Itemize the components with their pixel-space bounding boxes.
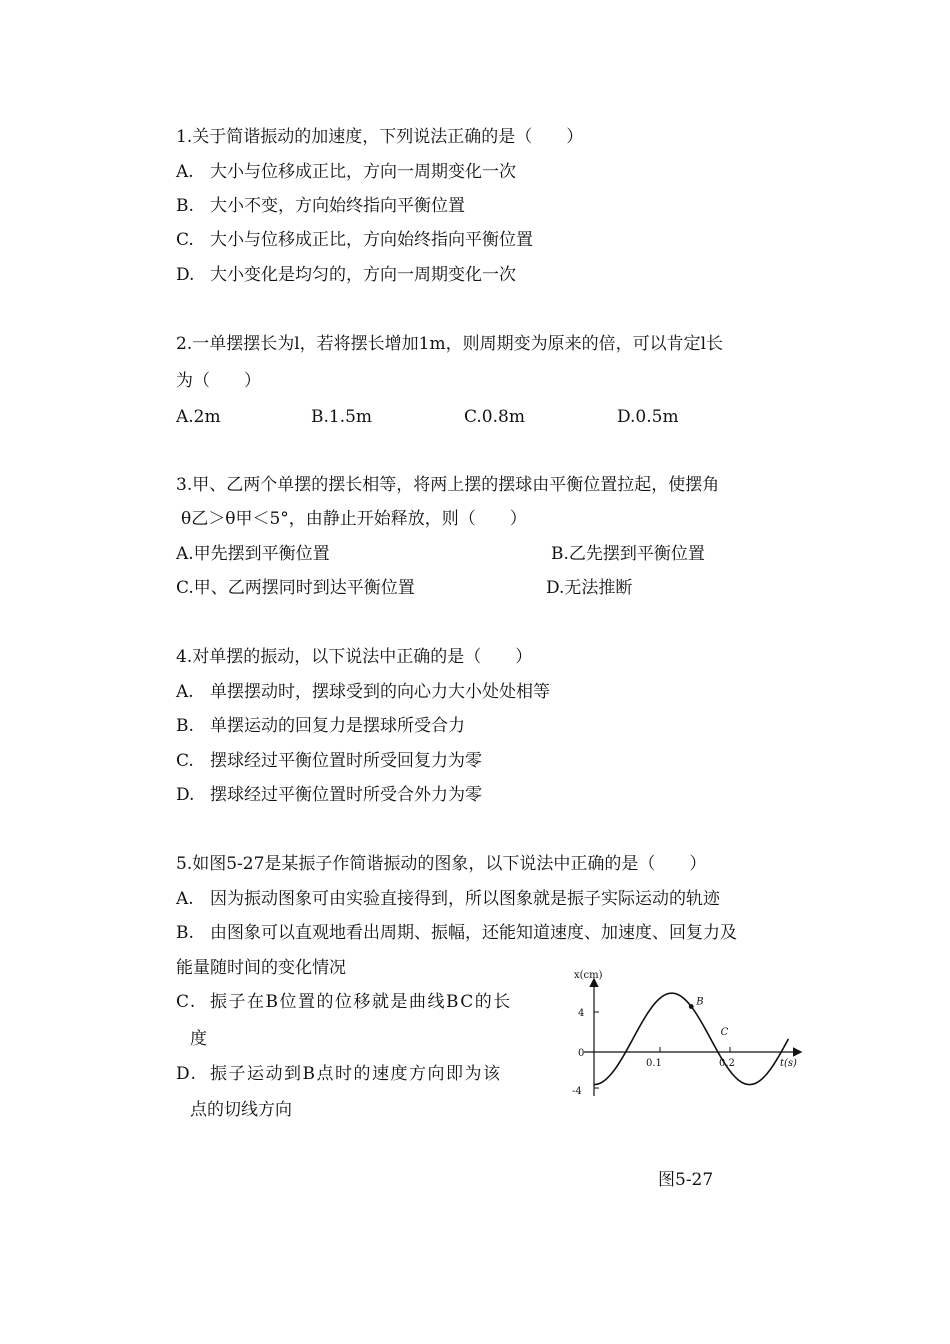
q4-option-b: B. 单摆运动的回复力是摆球所受合力 [176, 716, 465, 736]
q3-option-b: B.乙先摆到平衡位置 [551, 544, 705, 564]
y-tick-label-4: 4 [578, 1008, 585, 1019]
y-tick-label-neg4: -4 [572, 1086, 582, 1097]
q2-stem-line2: 为（ ） [176, 371, 261, 391]
q2-option-c: C.0.8m [464, 407, 525, 427]
q1-stem: 1.关于简谐振动的加速度，下列说法正确的是（ ） [176, 127, 584, 147]
q2-option-b: B.1.5m [311, 407, 373, 427]
q5-option-a: A. 因为振动图象可由实验直接得到，所以图象就是振子实际运动的轨迹 [176, 889, 720, 909]
x-tick-label-0-2: 0.2 [719, 1058, 735, 1069]
q5-option-b: B. 由图象可以直观地看出周期、振幅，还能知道速度、加速度、回复力及 [176, 923, 737, 943]
q3-stem-line2: θ乙＞θ甲＜5°，由静止开始释放，则（ ） [181, 509, 527, 529]
q4-option-d: D. 摆球经过平衡位置时所受合外力为零 [176, 785, 482, 805]
q5-option-d: D. 振子运动到B点时的速度方向即为该 [176, 1064, 502, 1084]
x-tick-label-0-1: 0.1 [646, 1058, 662, 1069]
point-b-label: B [696, 996, 704, 1008]
q5-option-c: C. 振子在B位置的位移就是曲线BC的长 [176, 992, 512, 1012]
x-axis-label: t(s) [780, 1058, 797, 1069]
q3-option-d: D.无法推断 [546, 578, 633, 598]
q3-option-c: C.甲、乙两摆同时到达平衡位置 [176, 578, 415, 598]
q2-option-d: D.0.5m [617, 407, 679, 427]
q1-option-c: C. 大小与位移成正比，方向始终指向平衡位置 [176, 230, 533, 250]
q1-option-b: B. 大小不变，方向始终指向平衡位置 [176, 196, 465, 216]
q3-stem-line1: 3.甲、乙两个单摆的摆长相等，将两上摆的摆球由平衡位置拉起，使摆角 [176, 475, 720, 495]
y-tick-label-0: 0 [578, 1048, 585, 1059]
q1-option-a: A. 大小与位移成正比，方向一周期变化一次 [176, 162, 516, 182]
point-b-marker [689, 1004, 694, 1009]
q5-option-c-cont: 度 [190, 1029, 207, 1049]
q4-stem: 4.对单摆的振动，以下说法中正确的是（ ） [176, 647, 533, 667]
y-axis-label: x(cm) [574, 970, 603, 981]
vibration-graph [560, 966, 810, 1102]
q2-option-a: A.2m [176, 407, 221, 427]
q1-option-d: D. 大小变化是均匀的，方向一周期变化一次 [176, 265, 516, 285]
q5-option-d-cont: 点的切线方向 [190, 1100, 292, 1120]
point-c-label: C [720, 1026, 729, 1038]
q5-option-b-cont: 能量随时间的变化情况 [176, 958, 346, 978]
q2-stem-line1: 2.一单摆摆长为l，若将摆长增加1m，则周期变为原来的倍，可以肯定l长 [176, 334, 724, 354]
q5-stem: 5.如图5-27是某振子作简谐振动的图象，以下说法中正确的是（ ） [176, 854, 707, 874]
q3-option-a: A.甲先摆到平衡位置 [176, 544, 330, 564]
figure-caption: 图5-27 [658, 1170, 714, 1190]
q4-option-a: A. 单摆摆动时，摆球受到的向心力大小处处相等 [176, 682, 550, 702]
q4-option-c: C. 摆球经过平衡位置时所受回复力为零 [176, 751, 482, 771]
